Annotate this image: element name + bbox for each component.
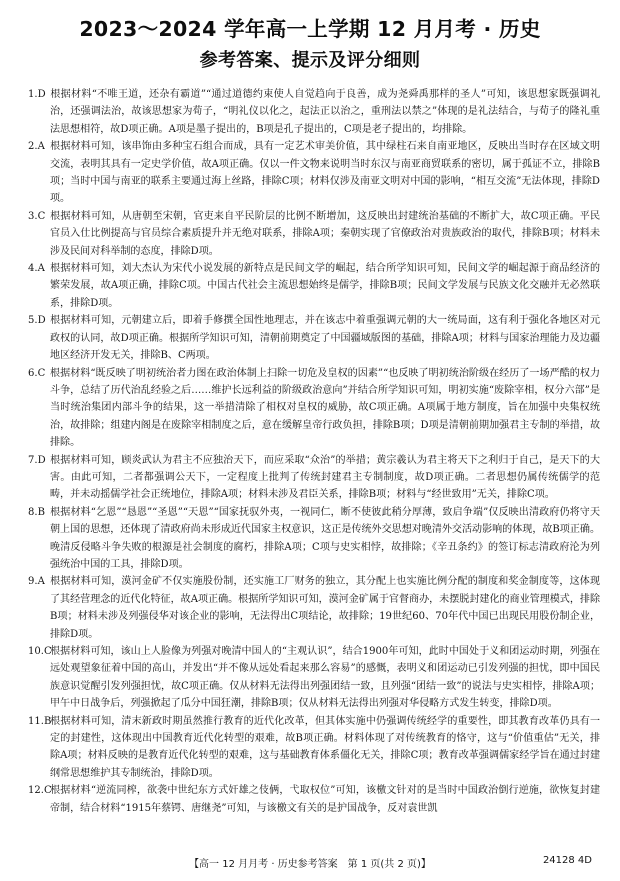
item-number: 10.C <box>28 646 52 657</box>
page-subtitle: 参考答案、提示及评分细则 <box>199 50 421 71</box>
item-text: 根据材料可知，顾炎武认为君主不应独治天下，而应采取“众治”的举措；黄宗羲认为君主将天下之利归于自己，是天下的大害。由此可知，二者都强调公天下，一定程度上批判了传统封建君主专制制度，故D项正确。二者思想仍属传统儒学的范畴，并未动摇儒学社会正统地位，排除A项；材料未涉及君臣关系，排除B项；材料与“经世致用”无关，排除C项。 <box>50 454 600 501</box>
item-text: 根据材料可知，元朝建立后，即着手修撰全国性地理志，并在该志中着重强调元朝的大一统局面，这有利于强化各地区对元政权的认同，故D项正确。根据所学知识可知，清朝前期奠定了中国疆域版图的基础，排除A项；材料与国家治理能力及边疆地区经济开发无关，排除B、C两项。 <box>50 315 600 362</box>
item-text: 根据材料“逆流同榨，欲袭中世纪东方式奸雄之伎俩，弋取权位”可知，该檄文针对的是当时中国政治倒行逆施，欲恢复封建帝制，结合材料“1915年蔡锷、唐继尧”可知，与该檄文有关的是护国战争，反对袁世凯 <box>50 785 600 814</box>
item-text: 根据材料“既反映了明初统治者力图在政治体制上扫除一切危及皇权的因素”“也反映了明初统治阶级在经历了一场严酷的权力斗争，总结了历代治乱经验之后……维护长远利益的阶级政治意向”并结合所学知识可知，明初实施“废除宰相，权分六部”是当时统治集团内部斗争的结果，这一举措清除了相权对皇权的威胁，故C项正确。A项属于地方制度，旨在加强中央集权统治，故排除；组建内阁是在废除宰相制度之后，意在缓解皇帝行政负担，排除B项；D项是清朝前期加强君主专制的举措，故排除。 <box>50 367 600 449</box>
item-text: 根据材料可知，该串饰由多种宝石组合而成，具有一定艺术审美价值，其中绿柱石来自南亚地区，反映出当时存在区域文明交流，表明其具有一定史学价值，故A项正确。仅以一件文物来说明当时东汉与南亚商贸联系的密切，属于孤证不立，排除B项；当时中国与南亚的联系主要通过海上丝路，排除C项；材料仅涉及南亚文明对中国的影响，“相互交流”无法体现，排除D项。 <box>50 141 600 205</box>
item-text: 根据材料“乞恩”“恳恩”“圣恩”“天恩”“国家抚驭外夷，一视同仁，断不使彼此稍分厚薄，致启争端”仅反映出清政府仍将守天朝上国的思想，还体现了清政府尚未形成近代国家主权意识，这正是传统外交思想对晚清外交活动影响的体现，故B项正确。晚清反侵略斗争失败的根源是社会制度的腐朽，排除A项；C项与史实相悖，故排除；《辛丑条约》的签订标志清政府沦为列强统治中国的工具，排除D项。 <box>50 506 600 570</box>
item-number: 4.A <box>28 263 45 275</box>
item-number: 12.C <box>28 785 52 797</box>
item-text: 根据材料可知，该山上人脸像为列强对晚清中国人的“主观认识”，结合1900年可知，此时中国处于义和团运动时期，列强在远处观望象征着中国的高山，并发出“并不像从远处看起来那么容易”的感慨，表明义和团运动已引发列强的担忧，即中国民族意识觉醒引发列强担忧，故C项正确。仅从材料无法得出列强团结一致，且列强“团结一致”的说法与史实相悖，排除A项；甲午中日战争后，列强掀起了瓜分中国狂潮，排除B项；仅从材料无法得出列强对华侵略方式发生转变，排除D项。 <box>50 646 600 710</box>
item-text: 根据材料可知，从唐朝至宋朝，官吏来自平民阶层的比例不断增加，这反映出封建统治基础的不断扩大，故C项正确。平民官员入仕比例提高与官员综合素质提升并无绝对联系，排除A项；秦朝实现了官僚政治对贵族政治的取代，排除B项；材料未涉及民间对科举制的态度，排除D项。 <box>50 210 600 257</box>
answer-item-9 <box>28 573 600 643</box>
item-number: 6.C <box>28 367 46 379</box>
answer-list <box>28 86 600 817</box>
answer-item-2 <box>28 138 600 208</box>
answer-item-7 <box>28 452 600 504</box>
answer-item-8 <box>28 504 600 574</box>
document-code: 24128 4D <box>542 855 592 866</box>
answer-item-3 <box>28 208 600 260</box>
answer-item-6 <box>28 365 600 452</box>
answer-item-11 <box>28 713 600 783</box>
item-number: 9.A <box>28 576 45 588</box>
answer-item-4 <box>28 260 600 312</box>
item-number: 11.B <box>28 715 52 727</box>
item-number: 3.C <box>28 210 46 222</box>
answer-item-12 <box>28 782 600 817</box>
item-number: 7.D <box>28 454 46 466</box>
answer-item-10 <box>28 643 600 713</box>
item-text: 根据材料可知，刘大杰认为宋代小说发展的新特点是民间文学的崛起，结合所学知识可知，民间文学的崛起源于商品经济的繁荣发展，故A项正确，排除C项。中国古代社会主流思想始终是儒学，排除B项；民间文学发展与民族文化交融并无必然联系，排除D项。 <box>50 263 600 309</box>
item-text: 根据材料可知，漠河金矿不仅实施股份制，还实施工厂财务的独立，其分配上也实施比例分配的制度和奖金制度等，这体现了其经营理念的近代化特征，故A项正确。根据所学知识可知，漠河金矿属于官督商办，未摆脱封建化的商业管理模式，排除B项；材料未涉及列强侵华对该企业的影响，无法得出C项结论，故排除；19世纪60、70年代中国已出现民用股份制企业，排除D项。 <box>50 576 600 640</box>
item-number: 5.D <box>28 315 46 327</box>
item-number: 2.A <box>28 141 45 153</box>
answer-item-1 <box>28 86 600 138</box>
item-text: 根据材料可知，清末新政时期虽然推行教育的近代化改革，但其体实施中仍强调传统经学的重要性，即其教育改革仍具有一定的封建性，这体现出中国教育近代化转型的艰难，故B项正确。材料体现了对传统教育的恪守，这与“价值重估”无关，排除A项；材料反映的是教育近代化转型的艰难，这与基础教育体系僵化无关，排除C项；教育改革强调儒家经学旨在通过封建纲常思想维护其专制统治，排除D项。 <box>50 715 600 779</box>
item-text: 根据材料“不唯王道，还杂有霸道”“通过道德约束使人自觉趋向于良善，成为尧舜禹那样的圣人”可知，该思想家既强调礼治，还强调法治，故该思想家为荀子，“明礼仪以化之，起法正以治之，重刑法以禁之”体现的是礼法结合，与荀子的隆礼重法思想相符，故D项正确。A项是墨子提出的，B项是孔子提出的，C项是老子提出的，均排除。 <box>50 89 600 135</box>
item-number: 1.D <box>28 89 46 100</box>
answer-item-5 <box>28 312 600 364</box>
page-footer: 【高一 12 月月考 · 历史参考答案 第 1 页(共 2 页)】 <box>189 859 431 870</box>
item-number: 8.B <box>28 506 45 518</box>
page-title: 2023～2024 学年高一上学期 12 月月考 · 历史 <box>79 17 541 41</box>
